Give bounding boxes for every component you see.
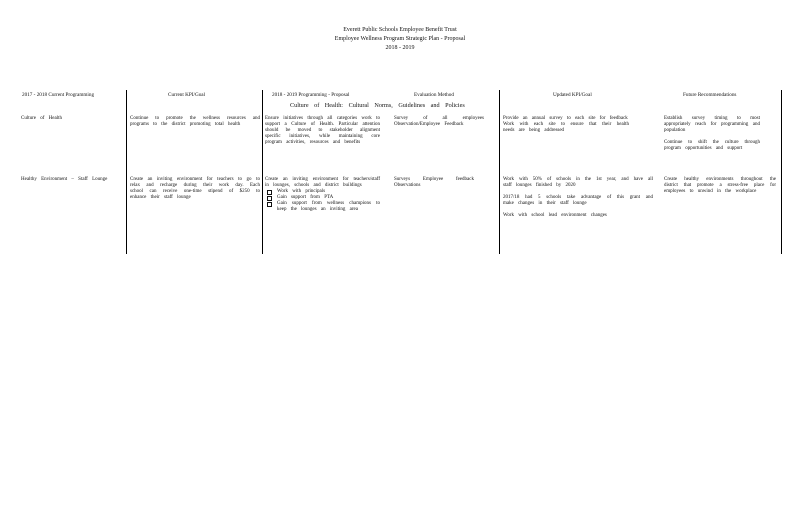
document-title-line-3: 2018 - 2019 — [385, 45, 415, 51]
row-2-recommendations — [664, 177, 776, 195]
row-2-evaluation: Surveys Employee feedback Observations — [394, 177, 474, 188]
row-1-programming: Culture of Health — [21, 116, 62, 121]
column-header-proposal: 2018 - 2019 Programming - Proposal — [272, 92, 350, 98]
recommendation-item: Establish survey timing to most appropriately reach for programming and population — [664, 116, 760, 133]
column-header-evaluation: Evaluation Method — [414, 92, 454, 98]
row-1-evaluation: Survey of all employees Observation/Employee Feedback — [394, 116, 484, 127]
row-1-recommendations — [664, 116, 760, 152]
column-divider — [499, 90, 500, 254]
updated-goal-item: Work with each site to ensure that their health needs are being addressed — [503, 122, 629, 133]
document-title-line-1: Everett Public Schools Employee Benefit Trust — [343, 27, 457, 33]
row-2-programming: Healthy Environment – Staff Lounge — [21, 177, 108, 182]
proposal-bullet: Work with principals — [277, 189, 380, 195]
recommendation-item: Create healthy environments throughout the district that promote a stress-free place for employees to unwind in the workplace — [664, 177, 776, 194]
row-2-updated-goal — [503, 177, 653, 219]
column-header-current-programming: 2017 - 2018 Current Programming — [22, 92, 95, 98]
proposal-text: Create an inviting environment for teachers/staff in lounges, schools and district buildings — [265, 177, 380, 188]
column-header-current-goal: Current KPI/Goal — [168, 92, 206, 98]
updated-goal-item: Work with 50% of schools in the 1st year, and have all staff lounges finished by 2020 — [503, 177, 653, 188]
row-1-current-goal: Continue to promote the wellness resources and programs to the district promoting total health — [130, 116, 260, 127]
recommendation-item: Continue to shift the culture through program opportunities and support — [664, 140, 760, 151]
row-2-proposal — [265, 177, 380, 213]
column-divider — [781, 90, 782, 254]
row-2-current-goal: Create an inviting environment for teachers to go to relax and recharge during their work day. Each school can receive one-time stipend of $250 to enhance their staff lounge — [130, 177, 260, 200]
proposal-bullet: Gain support from wellness champions to keep the lounges an inviting area — [277, 201, 380, 212]
column-header-recommendations: Future Recommendations — [683, 92, 737, 98]
proposal-bullet: Gain support from PTA — [277, 195, 380, 201]
updated-goal-item: Provide an annual survey to each site for feedback — [503, 116, 628, 121]
column-divider — [262, 90, 263, 254]
column-divider — [126, 90, 127, 254]
row-1-updated-goal — [503, 116, 629, 134]
row-1-proposal: Ensure initiatives through all categories work to support a Culture of Health. Particular attention should be moved to stakeholder alignment specific initiatives, while maintaining core program activities, resources and benefits — [265, 116, 380, 145]
column-header-updated-goal: Updated KPI/Goal — [553, 92, 592, 98]
updated-goal-item: Work with school lead environment changes — [503, 213, 607, 218]
updated-goal-item: 2017/18 had 5 schools take advantage of this grant and make changes in their staff lounge — [503, 195, 653, 206]
proposal-bullet-list — [265, 189, 380, 213]
section-title: Culture of Health: Cultural Norms, Guidelines and Policies — [290, 102, 465, 109]
document-title-line-2: Employee Wellness Program Strategic Plan - Proposal — [334, 36, 466, 42]
